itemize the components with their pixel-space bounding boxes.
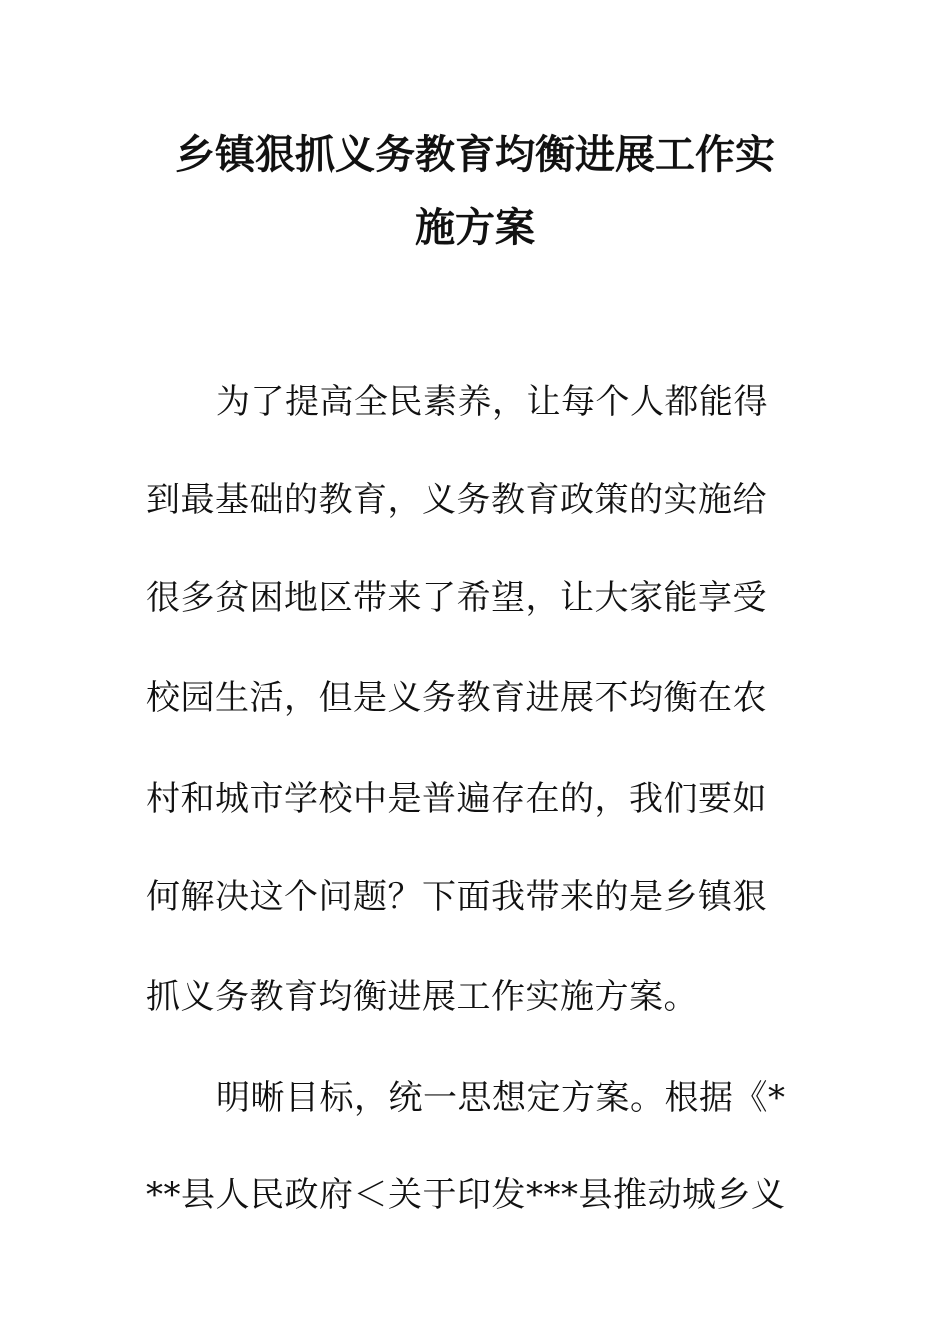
document-title-line-1: 乡镇狠抓义务教育均衡进展工作实: [175, 131, 775, 178]
paragraph-1-line-3: 很多贫困地区带来了希望，让大家能享受: [146, 578, 767, 618]
document-title-line-2: 施方案: [415, 204, 535, 251]
paragraph-1-line-6: 何解决这个问题？下面我带来的是乡镇狠: [146, 877, 767, 917]
paragraph-2-line-2: **县人民政府＜关于印发***县推动城乡义: [146, 1175, 786, 1215]
paragraph-1-line-4: 校园生活，但是义务教育进展不均衡在农: [146, 678, 767, 718]
paragraph-1-line-5: 村和城市学校中是普遍存在的，我们要如: [146, 779, 767, 819]
paragraph-1-line-1: 为了提高全民素养，让每个人都能得: [216, 382, 768, 422]
paragraph-1-line-7: 抓义务教育均衡进展工作实施方案。: [146, 977, 698, 1017]
paragraph-1-line-2: 到最基础的教育，义务教育政策的实施给: [146, 480, 767, 520]
paragraph-2-line-1: 明晰目标，统一思想定方案。根据《*: [216, 1078, 786, 1118]
